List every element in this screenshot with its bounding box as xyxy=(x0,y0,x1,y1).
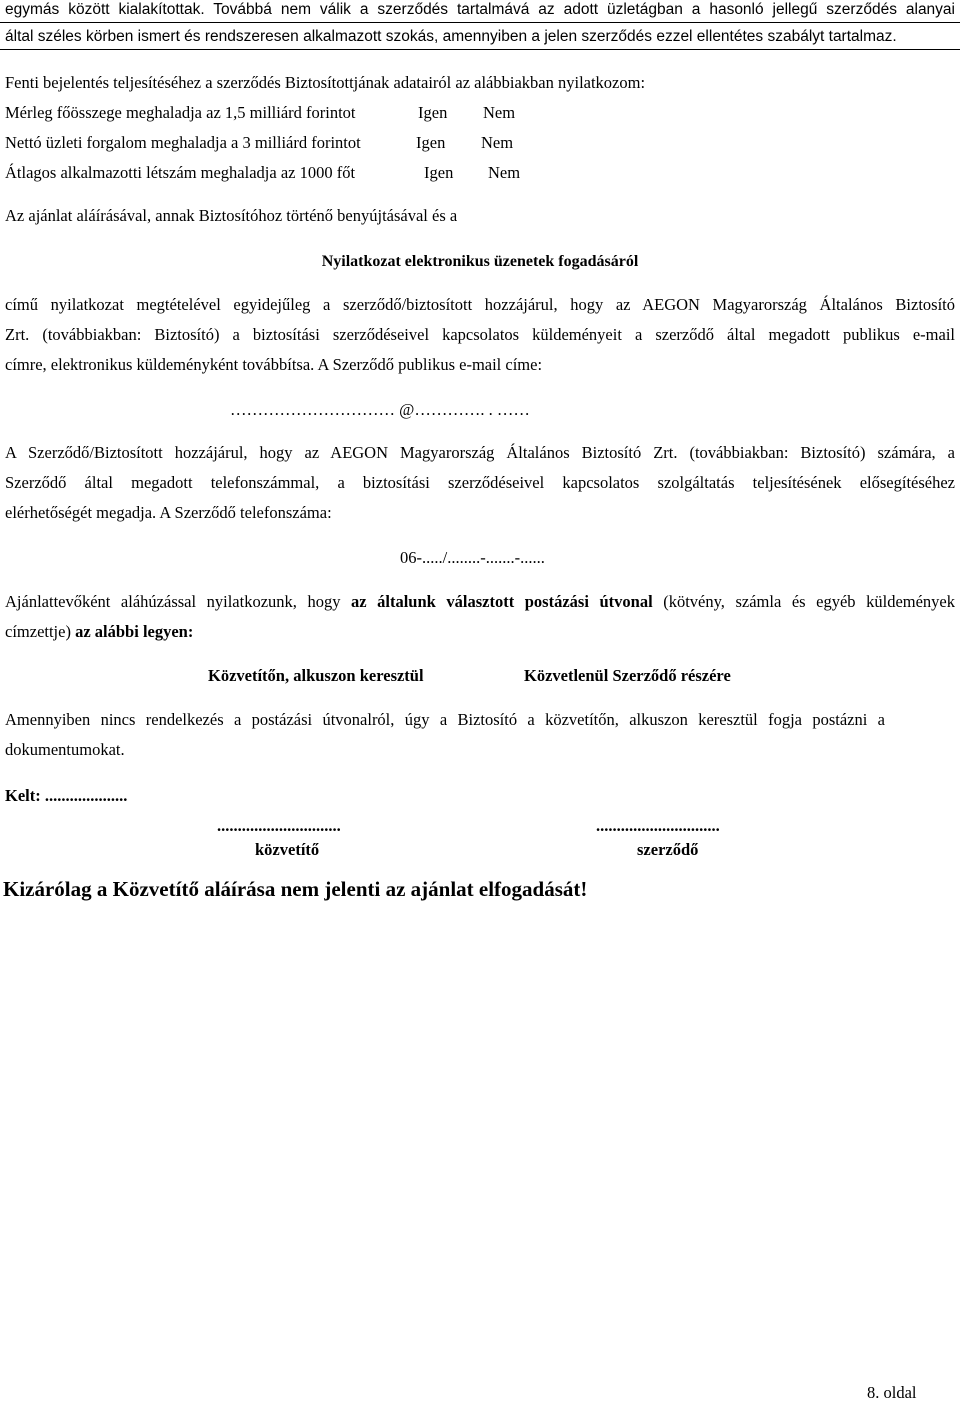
clause-underline-1 xyxy=(0,22,960,23)
email-address-field[interactable]: ………………………… @…………. . …… xyxy=(230,400,530,419)
no-option[interactable]: Nem xyxy=(481,133,514,152)
broker-signature-line[interactable]: .............................. xyxy=(217,816,341,835)
email-text-line-1: című nyilatkozat megtételével egyidejűleg a szerződő/biztosított hozzájárul, hogy az AEGON Magyarország Általános Biztosító xyxy=(5,295,955,314)
declaration-intro: Fenti bejelentés teljesítéséhez a szerződés Biztosítottjának adatairól az alábbiakban nyilatkozom: xyxy=(5,73,646,92)
default-note-line-2: dokumentumokat. xyxy=(5,740,125,759)
date-field[interactable]: Kelt: .................... xyxy=(5,786,128,805)
postal-text-emphasis-2: az alábbi legyen: xyxy=(75,622,194,641)
email-text-line-3: címre, elektronikus küldeményként továbbítsa. A Szerződő publikus e-mail címe: xyxy=(5,355,543,374)
default-note-line-1: Amennyiben nincs rendelkezés a postázási útvonalról, úgy a Biztosító a közvetítőn, alkuszon keresztül fogja postázni a xyxy=(5,710,885,729)
declaration-row-label: Nettó üzleti forgalom meghaladja a 3 milliárd forintot xyxy=(5,133,361,152)
no-option[interactable]: Nem xyxy=(483,103,516,122)
postal-text-pre-2: címzettje) xyxy=(5,622,76,641)
phone-number-field[interactable]: 06-...../........-.......-...... xyxy=(400,548,545,567)
yes-option[interactable]: Igen xyxy=(424,163,454,182)
contractor-signature-line[interactable]: .............................. xyxy=(596,816,720,835)
broker-signature-label: közvetítő xyxy=(255,840,320,859)
postal-option-direct[interactable]: Közvetlenül Szerződő részére xyxy=(524,666,731,685)
no-option[interactable]: Nem xyxy=(488,163,521,182)
declaration-row-label: Átlagos alkalmazotti létszám meghaladja az 1000 főt xyxy=(5,163,356,182)
postal-text-pre: Ajánlattevőként aláhúzással nyilatkozunk, hogy xyxy=(5,592,352,611)
email-declaration-heading: Nyilatkozat elektronikus üzenetek fogadásáról xyxy=(321,253,639,270)
postal-text-line-2 xyxy=(5,622,193,642)
email-lead: Az ajánlat aláírásával, annak Biztosítóhoz történő benyújtásával és a xyxy=(5,206,458,225)
phone-text-line-2: Szerződő által megadott telefonszámmal, a biztosítási szerződéseivel kapcsolatos szolgáltatás teljesítésének elősegítéséhez xyxy=(5,473,955,492)
yes-option[interactable]: Igen xyxy=(416,133,446,152)
contractor-signature-label: szerződő xyxy=(637,840,699,859)
phone-text-line-1: A Szerződő/Biztosított hozzájárul, hogy az AEGON Magyarország Általános Biztosító Zrt. (továbbiakban: Biztosító) számára, a xyxy=(5,443,955,462)
postal-route-emphasis: az általunk választott postázási útvonal xyxy=(351,592,653,611)
clause-underline-2 xyxy=(0,49,960,50)
clause-line-2: által széles körben ismert és rendszeresen alkalmazott szokás, amennyiben a jelen szerződés ezzel ellentétes szabályt tartalmaz. xyxy=(5,28,897,45)
postal-option-broker[interactable]: Közvetítőn, alkuszon keresztül xyxy=(208,666,424,685)
declaration-row-label: Mérleg főösszege meghaladja az 1,5 milliárd forintot xyxy=(5,103,356,122)
page-number: 8. oldal xyxy=(867,1383,917,1402)
broker-signature-warning: Kizárólag a Közvetítő aláírása nem jelenti az ajánlat elfogadását! xyxy=(3,877,588,901)
postal-text-post: (kötvény, számla és egyéb küldemények xyxy=(652,592,955,611)
phone-text-line-3: elérhetőségét megadja. A Szerződő telefonszáma: xyxy=(5,503,332,522)
email-text-line-2: Zrt. (továbbiakban: Biztosító) a biztosítási szerződéseivel kapcsolatos küldeményeit a szerződő által megadott publikus e-mail xyxy=(5,325,955,344)
yes-option[interactable]: Igen xyxy=(418,103,448,122)
postal-text-line-1 xyxy=(5,592,955,612)
clause-line-1: egymás között kialakítottak. Továbbá nem válik a szerződés tartalmává az adott üzletágban a hasonló jellegű szerződés alanyai xyxy=(5,1,955,18)
